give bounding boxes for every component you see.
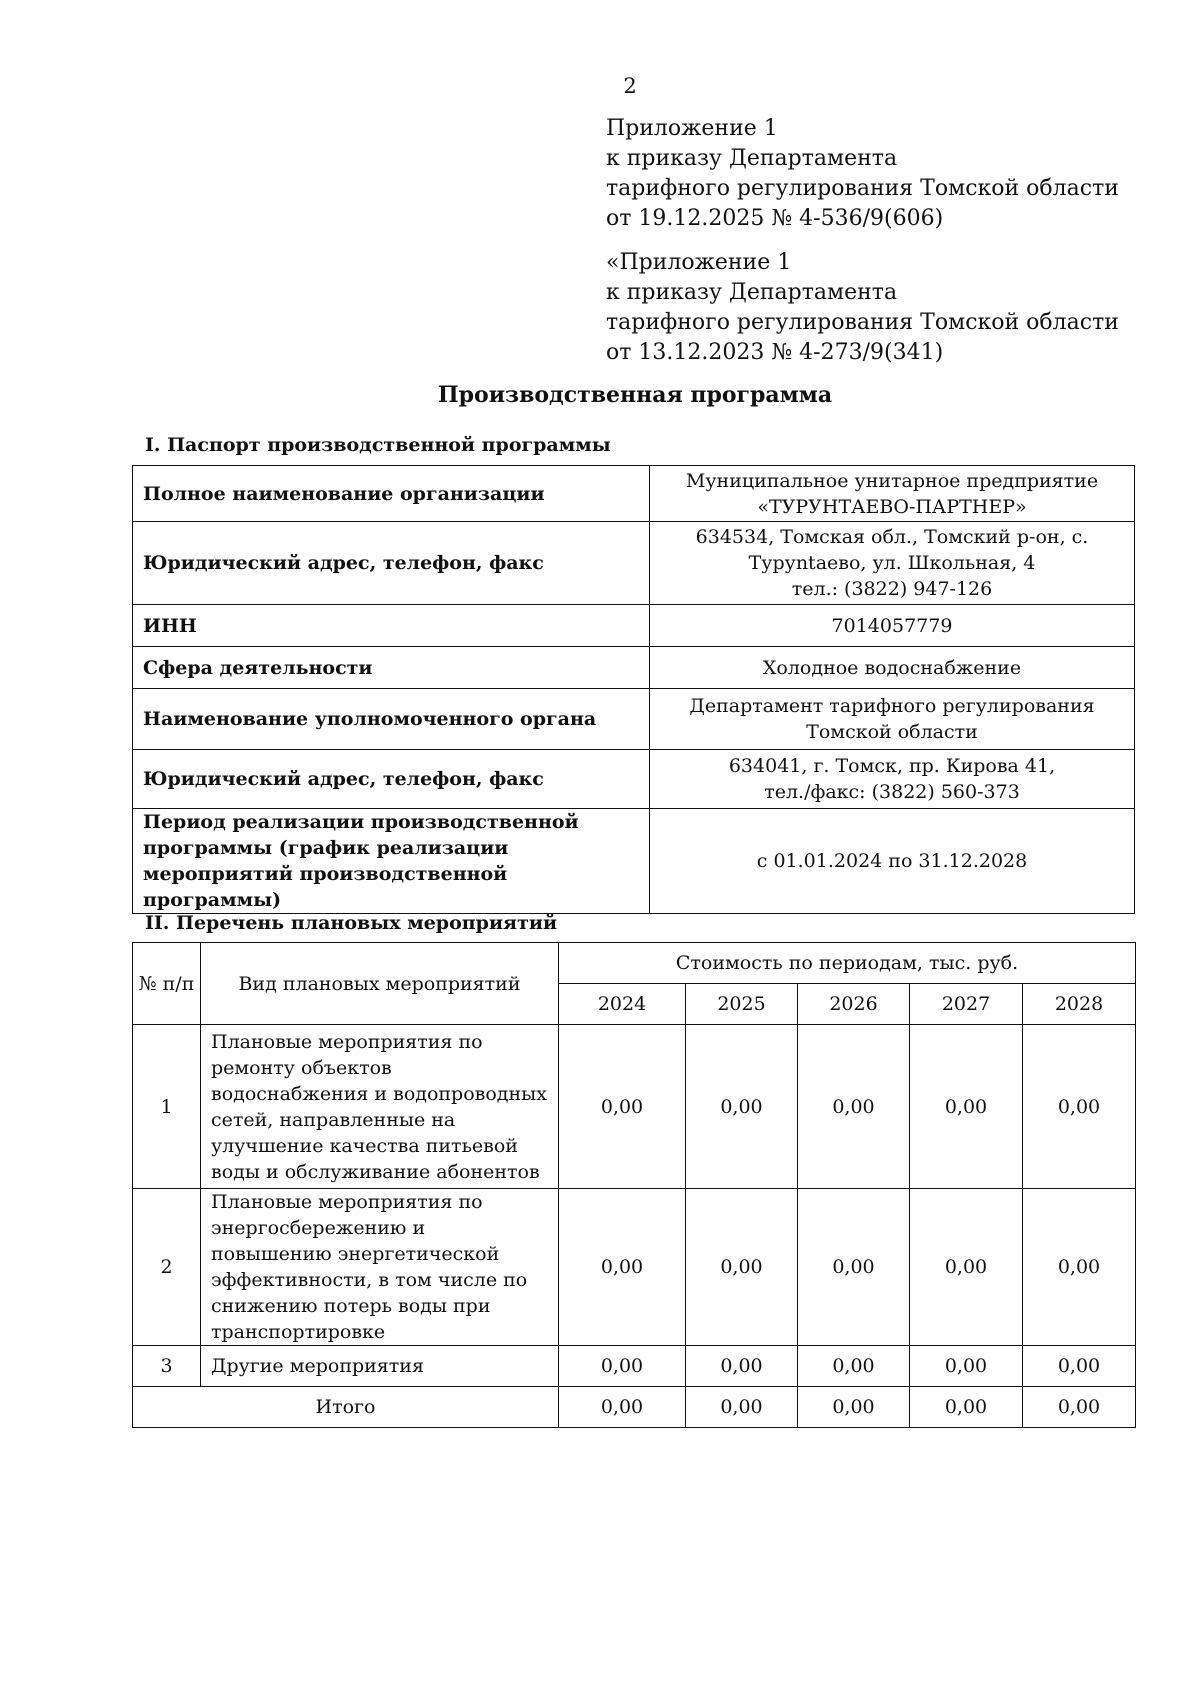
row-value: 0,00 xyxy=(1023,1346,1136,1387)
document-title: Производственная программа xyxy=(437,382,833,408)
header-number: № п/п xyxy=(133,943,201,1025)
value-line: тел./факс: (3822) 560-373 xyxy=(764,781,1020,803)
header-year: 2024 xyxy=(559,984,686,1025)
total-value: 0,00 xyxy=(1023,1387,1136,1428)
passport-row xyxy=(133,466,1135,522)
annex-line: к приказу Департамента xyxy=(606,146,898,171)
row-value: 0,00 xyxy=(910,1025,1023,1189)
annex-line: к приказу Департамента xyxy=(606,280,898,305)
passport-value xyxy=(650,689,1135,750)
section-title-passport: I. Паспорт производственной программы xyxy=(145,434,611,456)
header-activity: Вид плановых мероприятий xyxy=(201,943,559,1025)
passport-value xyxy=(650,647,1135,689)
header-year: 2026 xyxy=(798,984,910,1025)
row-value: 0,00 xyxy=(686,1346,798,1387)
passport-label: Наименование уполномоченного органа xyxy=(133,689,650,750)
header-cost: Стоимость по периодам, тыс. руб. xyxy=(559,943,1136,984)
row-value: 0,00 xyxy=(798,1189,910,1346)
value-line: 634534, Томская обл., Томский р-он, с. xyxy=(695,526,1089,548)
total-label: Итого xyxy=(133,1387,559,1428)
passport-value xyxy=(650,809,1135,914)
annex-line: тарифного регулирования Томской области xyxy=(606,310,1119,335)
passport-row xyxy=(133,522,1135,605)
passport-value xyxy=(650,750,1135,809)
annex-line: от 19.12.2025 № 4-536/9(606) xyxy=(606,206,944,231)
table-row xyxy=(133,1189,1136,1346)
annex-header-original xyxy=(606,248,1119,368)
row-value: 0,00 xyxy=(1023,1025,1136,1189)
value-line: Томской области xyxy=(806,721,978,743)
activities-table xyxy=(132,942,1136,1428)
header-year: 2027 xyxy=(910,984,1023,1025)
passport-value xyxy=(650,466,1135,522)
value-line: 7014057779 xyxy=(831,614,953,637)
total-value: 0,00 xyxy=(559,1387,686,1428)
row-value: 0,00 xyxy=(798,1346,910,1387)
row-number: 2 xyxy=(133,1189,201,1346)
row-value: 0,00 xyxy=(910,1346,1023,1387)
total-value: 0,00 xyxy=(798,1387,910,1428)
total-value: 0,00 xyxy=(910,1387,1023,1428)
passport-label: Юридический адрес, телефон, факс xyxy=(133,522,650,605)
row-number: 3 xyxy=(133,1346,201,1387)
passport-value xyxy=(650,605,1135,647)
annex-header-current xyxy=(606,114,1119,234)
value-line: Муниципальное унитарное предприятие xyxy=(685,469,1099,492)
total-value: 0,00 xyxy=(686,1387,798,1428)
value-line: тел.: (3822) 947-126 xyxy=(791,578,993,600)
passport-row xyxy=(133,689,1135,750)
passport-row xyxy=(133,809,1135,914)
passport-label: Полное наименование организации xyxy=(133,466,650,522)
passport-label: Период реализации производственной программы (график реализации мероприятий производственной программы) xyxy=(133,809,650,914)
value-line: Холодное водоснабжение xyxy=(762,656,1022,679)
row-activity: Плановые мероприятия по ремонту объектов водоснабжения и водопроводных сетей, направленные на улучшение качества питьевой воды и обслуживание абонентов xyxy=(201,1025,559,1189)
passport-row xyxy=(133,647,1135,689)
annex-line: «Приложение 1 xyxy=(606,250,792,275)
section-title-activities: II. Перечень плановых мероприятий xyxy=(145,912,558,934)
row-activity: Другие мероприятия xyxy=(201,1346,559,1387)
passport-row xyxy=(133,750,1135,809)
row-value: 0,00 xyxy=(798,1025,910,1189)
table-row xyxy=(133,1025,1136,1189)
passport-table xyxy=(132,465,1135,914)
page-number: 2 xyxy=(623,74,637,98)
header-year: 2028 xyxy=(1023,984,1136,1025)
annex-line: тарифного регулирования Томской области xyxy=(606,176,1119,201)
row-activity: Плановые мероприятия по энергосбережению и повышению энергетической эффективности, в том числе по снижению потерь воды при транспортировке xyxy=(201,1189,559,1346)
header-row xyxy=(133,943,1136,984)
annex-line: Приложение 1 xyxy=(606,116,778,141)
passport-label: Сфера деятельности xyxy=(133,647,650,689)
row-value: 0,00 xyxy=(559,1346,686,1387)
value-line: Департамент тарифного регулирования xyxy=(689,695,1095,717)
passport-value xyxy=(650,522,1135,605)
row-value: 0,00 xyxy=(686,1189,798,1346)
total-row xyxy=(133,1387,1136,1428)
annex-line: от 13.12.2023 № 4-273/9(341) xyxy=(606,340,944,365)
row-value: 0,00 xyxy=(686,1025,798,1189)
row-value: 0,00 xyxy=(1023,1189,1136,1346)
passport-label: Юридический адрес, телефон, факс xyxy=(133,750,650,809)
row-value: 0,00 xyxy=(559,1025,686,1189)
row-number: 1 xyxy=(133,1025,201,1189)
passport-label: ИНН xyxy=(133,605,650,647)
row-value: 0,00 xyxy=(559,1189,686,1346)
header-year: 2025 xyxy=(686,984,798,1025)
value-line: «ТУРУНТАЕВО-ПАРТНЕР» xyxy=(757,495,1027,518)
passport-row xyxy=(133,605,1135,647)
value-line: 634041, г. Томск, пр. Кирова 41, xyxy=(728,755,1056,777)
row-value: 0,00 xyxy=(910,1189,1023,1346)
value-line: с 01.01.2024 по 31.12.2028 xyxy=(756,850,1028,872)
value-line: Туруntaево, ул. Школьная, 4 xyxy=(748,552,1036,574)
table-row xyxy=(133,1346,1136,1387)
